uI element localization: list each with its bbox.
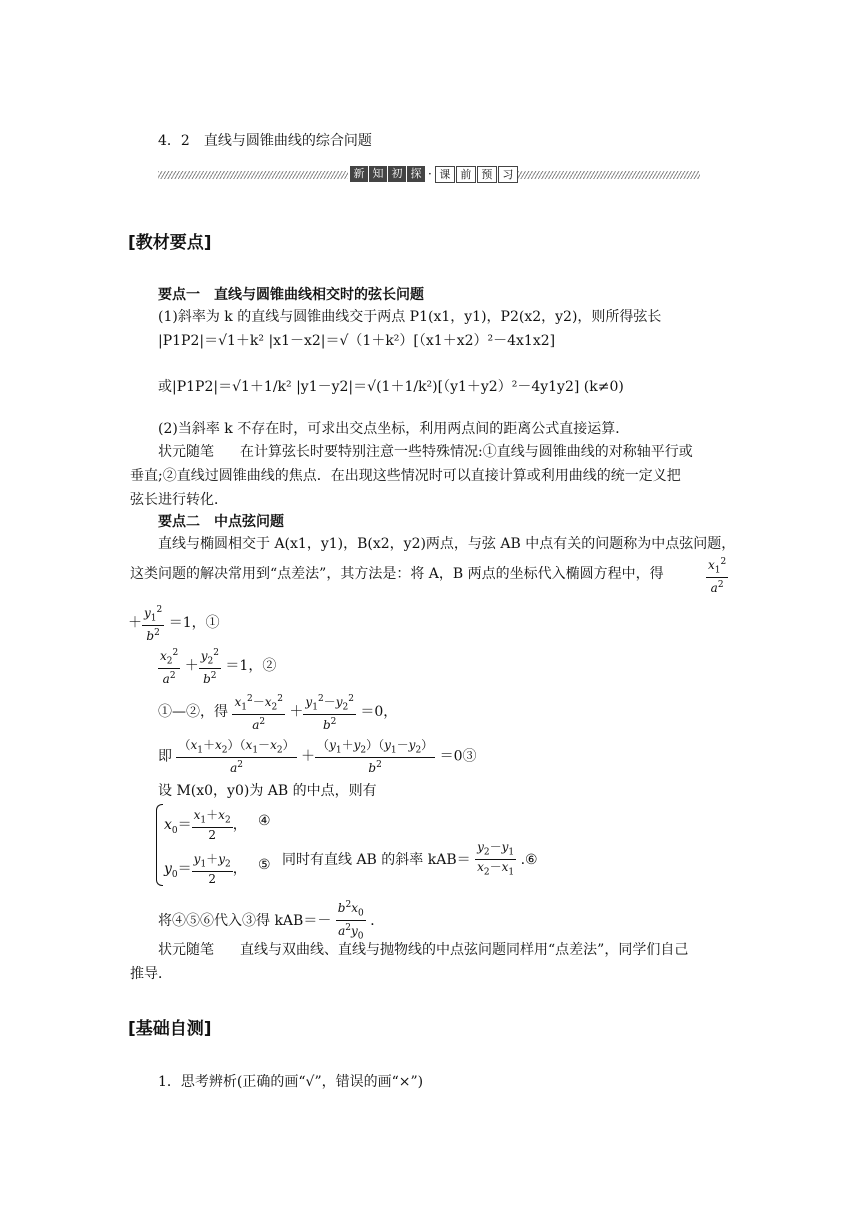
point1-title: 要点一 直线与圆锥曲线相交时的弦长问题 <box>158 287 424 303</box>
header-rule-right <box>518 171 700 179</box>
midpoint-text: 设 M(x0，y0)为 AB 的中点，则有 <box>158 783 377 799</box>
circled-number: ⑤ <box>258 857 271 873</box>
note-label: 状元随笔 <box>158 444 214 460</box>
note-label: 状元随笔 <box>158 942 214 958</box>
banner-char: 习 <box>498 166 518 183</box>
slope-label: 同时有直线 AB 的斜率 kAB＝ <box>282 851 471 868</box>
page-title: 4．2 直线与圆锥曲线的综合问题 <box>158 133 372 149</box>
circled-number: .⑥ <box>520 851 538 868</box>
section-heading: [教材要点] <box>128 233 212 253</box>
point1-line4: (2)当斜率 k 不存在时，可求出交点坐标，利用两点间的距离公式直接运算． <box>158 421 630 437</box>
banner-char: 课 <box>435 166 455 183</box>
point2-title: 要点二 中点弦问题 <box>158 514 284 530</box>
banner-char: 新 <box>350 166 368 182</box>
equation-2: $\frac{x_2^2}{a^2}$ ＋ $\frac{y_2^2}{b^2}$ ＝1，② <box>160 648 277 687</box>
equation-tail: ＝1，① <box>168 615 220 632</box>
slope-text: 同时有直线 AB 的斜率 kAB＝ $\frac{y_2-y_1}{x_2-x_1}$ .⑥ <box>282 840 538 878</box>
banner-char: 初 <box>388 166 406 182</box>
substitution-text: 将④⑤⑥代入③得 kAB＝－ $\frac{b^2x_0}{a^2y_0}$ ． <box>158 900 385 942</box>
equation-head: 即 <box>158 748 172 765</box>
equation-tail: ＝0， <box>360 704 398 721</box>
banner-char: 预 <box>477 166 497 183</box>
circled-number: ④ <box>258 813 271 829</box>
substitution-tail: ． <box>370 912 385 929</box>
question-1: 1．思考辨析(正确的画“√”，错误的画“×”) <box>158 1074 424 1090</box>
point1-line3: 或|P1P2|＝√1＋1/k² |y1－y2|＝√(1＋1/k²)[（y1＋y2）²－4y1y2] (k≠0) <box>158 379 624 395</box>
point2-line1: 直线与椭圆相交于 A(x1，y1)，B(x2，y2)两点，与弦 AB 中点有关的问题称为中点弦问题， <box>158 536 736 552</box>
equation-3: ①—②，得 $\frac{x_1^2-x_2^2}{a^2}$ ＋ $\frac{y_1^2-y_2^2}{b^2}$ ＝0， <box>158 694 398 733</box>
note-text: 直线与双曲线、直线与抛物线的中点弦问题同样用“点差法”，同学们自己 <box>240 942 689 958</box>
substitution-label: 将④⑤⑥代入③得 kAB＝－ <box>158 912 332 929</box>
section-heading: [基础自测] <box>128 1019 212 1039</box>
banner-char: 知 <box>369 166 387 182</box>
banner-char: 探 <box>407 166 425 182</box>
brace-icon <box>156 804 163 886</box>
note-text: 垂直;②直线过圆锥曲线的焦点．在出现这些情况时可以直接计算或利用曲线的统一定义把 <box>130 468 681 484</box>
point1-line2: |P1P2|＝√1＋k² |x1－x2|＝√（1＋k²）[（x1＋x2）²－4x1x2] <box>158 333 556 349</box>
section-banner: 新 知 初 探 · 课 前 预 习 <box>350 165 518 183</box>
point2-line2: 这类问题的解决常用到“点差法”，其方法是：将 A，B 两点的坐标代入椭圆方程中，得 <box>130 566 664 582</box>
system-eq-y0: $y_0=$ $\frac{y_1+y_2}{2}$ ， <box>164 852 247 887</box>
note-text: 推导． <box>130 966 172 982</box>
system-eq-x0: $x_0=$ $\frac{x_1+x_2}{2}$ ， <box>164 808 247 843</box>
note-text: 弦长进行转化． <box>130 492 228 508</box>
formula-fraction: $\frac{x_1^2}{a^2}$ <box>708 557 727 596</box>
equation-tail: ＝0③ <box>439 748 477 765</box>
equation-tail: ＝1，② <box>225 658 277 675</box>
equation-1: ＋ $\frac{y_1^2}{b^2}$ ＝1，① <box>128 605 220 644</box>
header-rule-left <box>158 171 348 179</box>
point1-line1: (1)斜率为 k 的直线与圆锥曲线交于两点 P1(x1，y1)，P2(x2，y2)，则所得弦长 <box>158 309 662 325</box>
equation-head: ①—②，得 <box>158 704 228 721</box>
banner-char: 前 <box>456 166 476 183</box>
note-text: 在计算弦长时要特别注意一些特殊情况:①直线与圆锥曲线的对称轴平行或 <box>240 444 693 460</box>
equation-4: 即 $\frac{(x_1+x_2)(x_1-x_2)}{a^2}$ ＋ $\frac{(y_1+y_2)(y_1-y_2)}{b^2}$ ＝0③ <box>158 738 477 776</box>
